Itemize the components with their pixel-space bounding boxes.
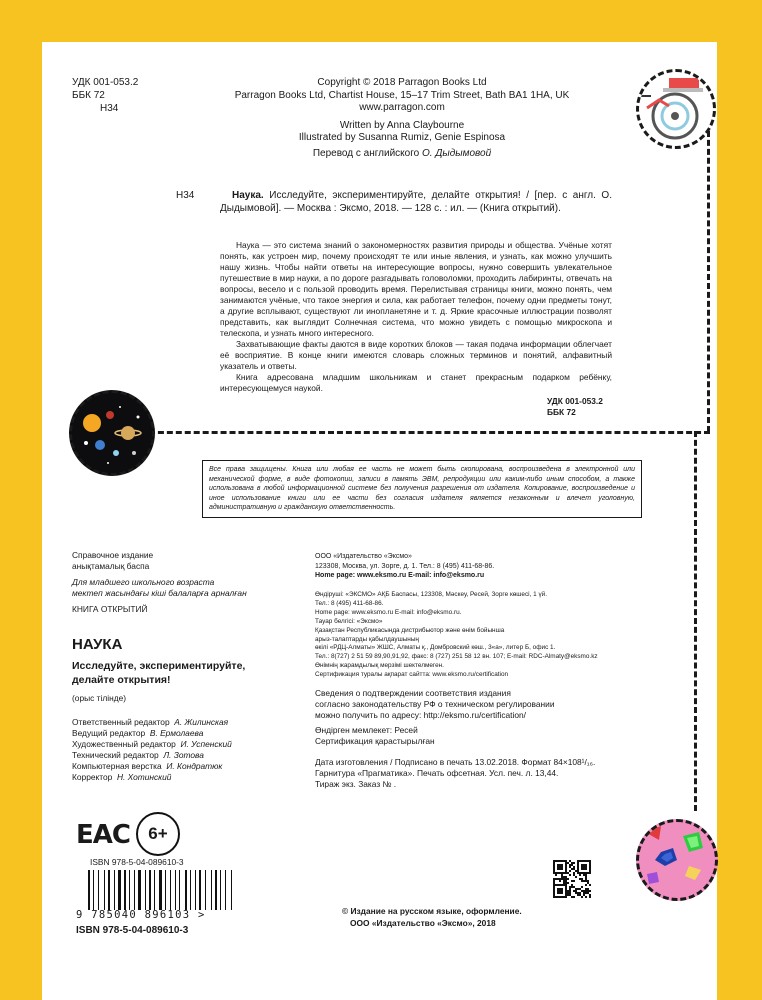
barcode-bar: [145, 870, 146, 910]
annotation-bbk: ББК 72: [547, 407, 576, 417]
barcode-bar: [225, 870, 226, 910]
reference-edition: Справочное издание: [72, 550, 154, 560]
qr-module: [569, 870, 571, 872]
copyright-line: Copyright © 2018 Parragon Books Ltd: [317, 77, 487, 88]
biblio-title: Наука.: [232, 190, 264, 201]
staff-row: Ведущий редактор В. Ермолаева: [72, 728, 204, 738]
qr-module: [567, 878, 569, 880]
qr-module: [559, 880, 561, 882]
reference-edition-kz: анықтамалық баспа: [72, 561, 150, 571]
qr-module: [573, 862, 575, 864]
barcode-bar: [231, 870, 232, 910]
barcode-bar: [199, 870, 201, 910]
qr-module: [561, 892, 563, 894]
barcode-digits: 9 785040 896103 >: [76, 909, 206, 921]
dashed-line: [694, 431, 697, 811]
barcode-bar: [88, 870, 90, 910]
certification-info: Сведения о подтверждении соответствия издания согласно законодательству РФ о техническом регулировании можно получить по адресу: http://eksmo.ru/certification/ Өндірген мемлекет: Ресей Сертификация қарастырылған: [315, 688, 555, 746]
qr-module: [565, 896, 567, 898]
staff-list: [72, 717, 322, 783]
barcode-bar: [211, 870, 212, 910]
qr-module: [569, 874, 571, 876]
annotation: [220, 240, 612, 394]
barcode-bar: [195, 870, 196, 910]
biblio-code: Н34: [176, 190, 195, 201]
qr-module: [581, 886, 583, 888]
catalog-code: Н34: [100, 103, 119, 114]
qr-module: [581, 896, 583, 898]
qr-module: [575, 876, 577, 878]
barcode-bar: [190, 870, 191, 910]
barcode-bar: [129, 870, 130, 910]
staff-row: Технический редактор Л. Зотова: [72, 750, 204, 760]
staff-row: Художественный редактор И. Успенский: [72, 739, 232, 749]
isbn-top: ISBN 978-5-04-089610-3: [90, 857, 184, 867]
barcode-bar: [118, 870, 121, 910]
publisher-website: www.parragon.com: [359, 102, 445, 113]
barcode-bar: [114, 870, 115, 910]
barcode-bar: [185, 870, 187, 910]
barcode-bar: [170, 870, 171, 910]
print-info: Дата изготовления / Подписано в печать 13.02.2018. Формат 84×108¹/₁₆. Гарнитура «Прагматика». Печать офсетная. Усл. печ. л. 13,44. Тираж экз. Заказ № .: [315, 757, 596, 789]
qr-module: [573, 896, 575, 898]
planets-icon: [72, 393, 152, 473]
barcode-bar: [104, 870, 105, 910]
illustrator-credit: Illustrated by Susanna Rumiz, Genie Espinosa: [298, 132, 506, 143]
qr-module: [589, 896, 591, 898]
annotation-paragraph: Наука — это система знаний о закономерностях развития природы и общества. Учёные хотят понять, как устроен мир, почему происходят те или иные явления, и узнать, как можно улучшить нашу жизнь. Чтобы найти ответы на интересующие вопросы, нужно совершить увлекательное путешествие в мир науки, а по дороге разгадывать головоломки, проходить лабиринты, отвечать на вопросы, весело и с пользой проводить время. Перелистывая страницы книги, можно понять, чем занимаются учёные, что такое энергия и сила, как работает телефон, почему одни предметы тонут, а другие всплывают, существуют ли инопланетяне и т. д. Яркие красочные иллюстрации позволят представить, как выглядит Солнечная система, что можно увидеть с помощью микроскопа и телескопа, и узнать много интересного.: [220, 240, 612, 338]
barcode-bar: [159, 870, 162, 910]
qr-module: [589, 884, 591, 886]
copyright-block: [192, 77, 612, 160]
gems-illustration: [636, 819, 718, 901]
kz-publisher-info: Өндіруші: «ЭКСМО» АҚБ Баспасы, 123308, Мәскеу, Ресей, Зорге көшесі, 1 үй. Тел.: 8 (495) 411-68-86. Home page: www.eksmo.ru E-mail: info@eksmo.ru. Тауар белгісі: «Эксмо» Қазақстан Республикасында дистрибьютор және өнім бойынша арыз-талаптарды қабылдаушының өкілі «РДЦ-Алматы» ЖШС, Алматы қ., Домбровский көш., 3«а», литер Б, офис 1. Тел.: 8(727) 2 51 59 89,90,91,92, факс: 8 (727) 251 58 12 вн. 107; E-mail: RDC-Almaty@eksmo.kz Өнімнің жарамдылық мерзімі шектелмеген. Сертификация туралы ақпарат сайтта: www.eksmo.ru/certification: [315, 591, 598, 679]
book-title: НАУКА: [72, 636, 123, 653]
translator-name: О. Дыдымовой: [421, 147, 492, 159]
eac-mark: EAC: [76, 820, 130, 850]
qr-module: [573, 880, 575, 882]
barcode-bar: [138, 870, 141, 910]
barcode-bar: [93, 870, 94, 910]
footer-publisher: ООО «Издательство «Эксмо», 2018: [350, 918, 496, 928]
barcode-bar: [175, 870, 176, 910]
qr-code: [553, 860, 591, 898]
barcode-bar: [108, 870, 110, 910]
copyright-page: [42, 42, 717, 1000]
dashed-line: [140, 431, 710, 434]
dashed-line: [707, 122, 710, 432]
author-credit: Written by Anna Claybourne: [339, 119, 465, 131]
publisher-address: Parragon Books Ltd, Chartist House, 15–17 Trim Street, Bath BA1 1HA, UK: [234, 89, 570, 101]
biblio-text: Исследуйте, экспериментируйте, делайте открытия! / [пер. с англ. О. Дыдымовой]. — Москва : Эксмо, 2018. — 128 с. : ил. — (Книга открытий).: [220, 190, 612, 214]
age-rating-badge: 6+: [136, 812, 180, 856]
age-group-kz: мектеп жасындағы кіші балаларға арналған: [72, 588, 247, 598]
publisher-info: ООО «Издательство «Эксмо» 123308, Москва, ул. Зорге, д. 1. Тел.: 8 (495) 411-68-86. Home page: www.eksmo.ru E-mail: info@eksmo.ru: [315, 553, 495, 580]
series-name: КНИГА ОТКРЫТИЙ: [72, 604, 148, 614]
barcode-bar: [165, 870, 166, 910]
barcode-bar: [205, 870, 206, 910]
rights-notice: Все права защищены. Книга или любая ее часть не может быть скопирована, воспроизведена в электронной или механической форме, в виде фотокопии, записи в память ЭВМ, репродукции или каким-либо иным способом, а также использована в любой информационной системе без получения разрешения от издателя. Копирование, воспроизведение и иное использование книги или ее части без согласия издателя является незаконным и влечет уголовную, административную и гражданскую ответственность.: [202, 460, 642, 518]
book-subtitle: Исследуйте, экспериментируйте,: [72, 660, 246, 672]
language-note: (орыс тілінде): [72, 693, 127, 703]
barcode-bar: [179, 870, 180, 910]
isbn-bottom: ISBN 978-5-04-089610-3: [76, 925, 189, 936]
barcode-bar: [149, 870, 151, 910]
barcode-bar: [98, 870, 99, 910]
age-group: Для младшего школьного возраста: [72, 577, 215, 587]
annotation-paragraph: Захватывающие факты даются в виде коротких блоков — такая подача информации облегчает её восприятие. В конце книги имеются словарь сложных терминов и понятий, алфавитный указатель и ответы.: [220, 339, 612, 371]
bike-illustration: [636, 69, 716, 149]
bike-wheel-icon: [639, 72, 713, 146]
qr-module: [567, 882, 569, 884]
barcode-bar: [154, 870, 155, 910]
barcode: [88, 870, 263, 910]
annotation-udk: УДК 001-053.2: [547, 396, 603, 406]
staff-row: Корректор Н. Хотинский: [72, 772, 172, 782]
footer-copyright: © Издание на русском языке, оформление.: [342, 906, 522, 916]
qr-module: [589, 872, 591, 874]
barcode-bar: [220, 870, 221, 910]
qr-module: [585, 868, 587, 870]
qr-module: [561, 868, 563, 870]
qr-module: [589, 890, 591, 892]
bbk-code: ББК 72: [72, 90, 105, 101]
qr-module: [555, 874, 557, 876]
gems-icon: [639, 822, 715, 898]
qr-module: [585, 896, 587, 898]
barcode-bar: [215, 870, 217, 910]
annotation-paragraph: Книга адресована младшим школьникам и станет прекрасным подарком ребёнку, интересующемуся наукой.: [220, 372, 612, 393]
book-subtitle: делайте открытия!: [72, 674, 171, 686]
solar-system-illustration: [69, 390, 155, 476]
qr-module: [585, 884, 587, 886]
barcode-bar: [134, 870, 135, 910]
staff-row: Ответственный редактор А. Жилинская: [72, 717, 229, 727]
udk-code: УДК 001-053.2: [72, 77, 139, 88]
translation-credit: Перевод с английского О. Дыдымовой: [312, 147, 492, 159]
staff-row: Компьютерная верстка И. Кондратюк: [72, 761, 223, 771]
biblio-record: [220, 190, 612, 215]
barcode-bar: [124, 870, 126, 910]
qr-module: [579, 874, 581, 876]
